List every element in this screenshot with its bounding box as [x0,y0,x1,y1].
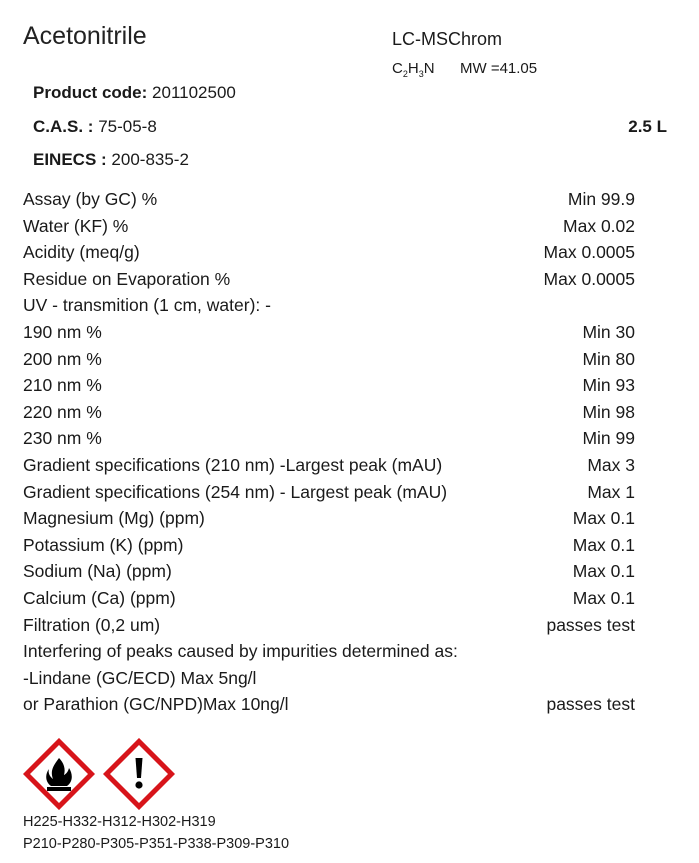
chemical-formula: $C_2H_3N$ [392,60,435,79]
cas-number [33,117,157,137]
spec-row [23,292,635,319]
spec-value: Min 98 [582,401,635,422]
einecs-value: 200-835-2 [111,150,189,169]
precautionary-statements: P210-P280-P305-P351-P338-P309-P310 [23,836,290,852]
spec-row [23,505,635,532]
hazard-precautionary-block [23,811,289,855]
spec-label: Acidity (meq/g) [23,242,140,263]
spec-label: 220 nm % [23,401,102,422]
einecs-label: EINECS : [33,150,107,169]
spec-value: Min 30 [582,321,635,342]
spec-value: Min 93 [582,375,635,396]
spec-row [23,266,635,293]
spec-label: Sodium (Na) (ppm) [23,561,172,582]
spec-label: Gradient specifications (210 nm) -Largest peak (mAU) [23,454,443,475]
spec-value: Max 1 [587,481,635,502]
spec-row [23,612,635,639]
cas-label: C.A.S. : [33,117,94,136]
spec-value: Max 0.0005 [543,242,635,263]
product-grade: LC-MSChrom [392,29,503,49]
spec-label: Potassium (K) (ppm) [23,534,184,555]
spec-value: Max 0.1 [572,508,635,529]
spec-label: Interfering of peaks caused by impurities determined as: [23,641,458,662]
product-code-label: Product code: [33,83,148,102]
spec-label: Residue on Evaporation % [23,268,231,289]
spec-row [23,239,635,266]
spec-row [23,638,635,665]
ghs-pictograms [23,738,175,810]
spec-label: Water (KF) % [23,215,129,236]
hazard-statements: H225-H332-H312-H302-H319 [23,814,216,830]
spec-row [23,479,635,506]
spec-row [23,691,635,718]
spec-label: 230 nm % [23,428,102,449]
spec-row [23,213,635,240]
spec-row [23,319,635,346]
spec-value: Max 0.1 [572,587,635,608]
spec-label: -Lindane (GC/ECD) Max 5ng/l [23,667,257,688]
cas-value: 75-05-8 [98,117,157,136]
spec-value: passes test [546,694,635,715]
spec-value: Max 0.0005 [543,268,635,289]
product-name: Acetonitrile [23,22,147,50]
spec-label: Gradient specifications (254 nm) - Largest peak (mAU) [23,481,448,502]
spec-label: or Parathion (GC/NPD)Max 10ng/l [23,694,289,715]
spec-label: 190 nm % [23,321,102,342]
einecs-number [33,150,189,170]
spec-label: Magnesium (Mg) (ppm) [23,508,205,529]
spec-value: Min 80 [582,348,635,369]
molecular-weight: MW =41.05 [460,60,538,77]
spec-value: passes test [546,614,635,635]
flame-pictogram-icon [23,738,95,810]
spec-row [23,186,635,213]
spec-row [23,399,635,426]
spec-label: Assay (by GC) % [23,189,158,209]
spec-label: 210 nm % [23,375,102,396]
spec-row [23,532,635,559]
spec-value: Max 3 [587,454,635,475]
specification-table [23,186,635,718]
spec-row [23,452,635,479]
spec-row [23,346,635,373]
spec-row [23,585,635,612]
spec-row [23,372,635,399]
spec-row [23,425,635,452]
spec-value: Min 99 [582,428,635,449]
spec-label: Calcium (Ca) (ppm) [23,587,176,608]
exclamation-pictogram-icon [103,738,175,810]
spec-label: 200 nm % [23,348,102,369]
spec-value: Max 0.1 [572,534,635,555]
spec-row [23,558,635,585]
spec-value: Min 99.9 [567,189,635,209]
spec-row [23,665,635,692]
spec-value: Max 0.02 [563,215,635,236]
volume: 2.5 L [628,117,667,136]
spec-label: UV - transmition (1 cm, water): - [23,295,271,316]
spec-label: Filtration (0,2 um) [23,614,161,635]
product-code [33,83,236,103]
spec-value: Max 0.1 [572,561,635,582]
product-code-value: 201102500 [152,83,236,102]
